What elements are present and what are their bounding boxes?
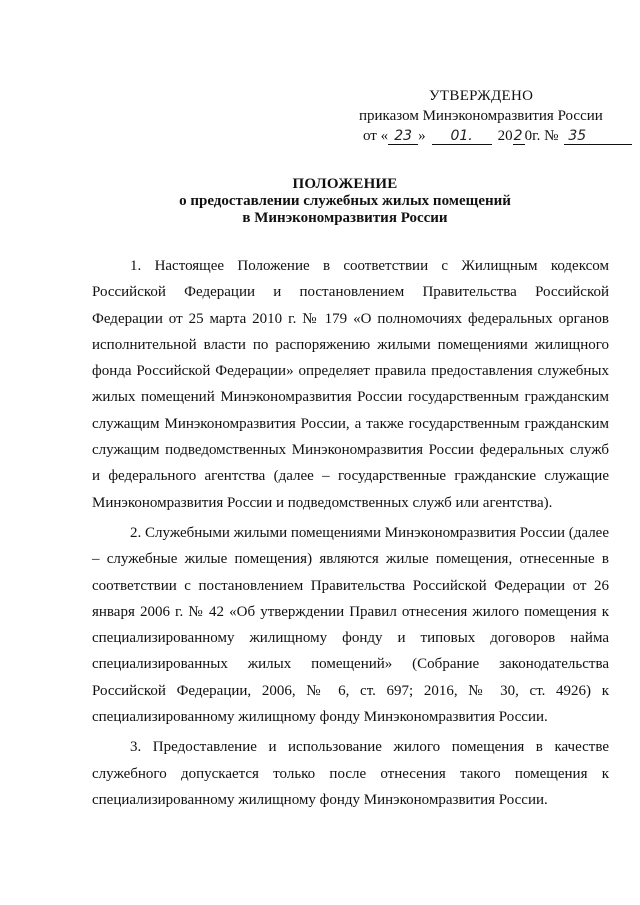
handwritten-day: 23 bbox=[388, 128, 418, 145]
handwritten-year-digit: 2 bbox=[513, 128, 525, 145]
date-mid: » bbox=[418, 128, 426, 144]
paragraph-1: 1. Настоящее Положение в соответствии с Жилищным кодексом Российской Федерации и постановлением Правительства Российской Федерации от 25 марта 2010 г. № 179 «О полномочиях федеральных органов исполнительной власти по распоряжению жилыми помещениями жилищного фонда Российской Федерации» определяет правила предоставления служебных жилых помещений Минэкономразвития России государственным гражданским служащим Минэкономразвития России, а также государственным гражданским служащим подведомственных Минэкономразвития России федеральных служб и федерального агентства (далее – государственные гражданские служащие Минэкономразвития России и подведомственных служб или агентства). bbox=[92, 258, 609, 511]
paragraph-3: 3. Предоставление и использование жилого помещения в качестве служебного допускается только после отнесения такого помещения к специализированному жилищному фонду Минэкономразвития России. bbox=[92, 739, 609, 808]
document-subtitle-line-2: в Минэкономразвития России bbox=[242, 210, 448, 226]
document-title-block bbox=[120, 176, 570, 227]
year-suffix: 0г. № bbox=[524, 128, 559, 144]
document-subtitle-line-1: о предоставлении служебных жилых помещений bbox=[179, 193, 511, 209]
handwritten-order-number: 35 bbox=[564, 128, 632, 145]
year-prefix: 20 bbox=[497, 128, 513, 144]
document-body bbox=[92, 253, 609, 813]
paragraph-2: 2. Служебными жилыми помещениями Минэкономразвития России (далее – служебные жилые помещения) являются жилые помещения, отнесенные в соответствии с постановлением Правительства Российской Федерации от 26 января 2006 г. № 42 «Об утверждении Правил отнесения жилого помещения к специализированному жилищному фонду и типовых договоров найма специализированных жилых помещений» (Собрание законодательства Российской Федерации, 2006, № 6, ст. 697; 2016, № 30, ст. 4926) к специализированному жилищному фонду Минэкономразвития России. bbox=[92, 524, 609, 726]
approval-heading: УТВЕРЖДЕНО bbox=[429, 88, 534, 104]
approval-block bbox=[355, 86, 615, 146]
document-title: ПОЛОЖЕНИЕ bbox=[292, 176, 398, 192]
approval-order-line: приказом Минэкономразвития России bbox=[359, 108, 603, 124]
handwritten-month: 01. bbox=[432, 128, 492, 145]
approval-date-line bbox=[363, 126, 615, 146]
date-prefix: от « bbox=[363, 128, 389, 144]
